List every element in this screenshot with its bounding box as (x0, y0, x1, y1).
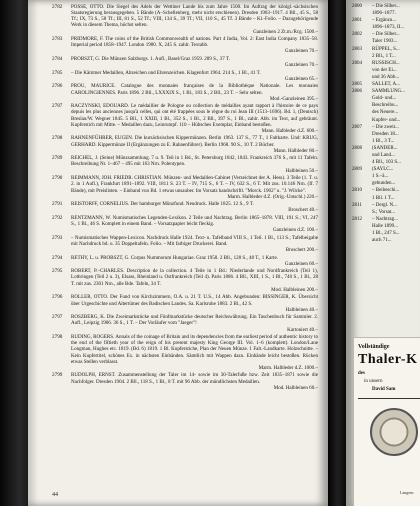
entry-description: REICHEL, J. (Seine) Münzsammlung. 7 u. 9. Teil in 1 Bd., St. Petersburg 1842, 1843. Frankreich 376 S., mit 11 Tafeln. Beschreibung Nr. 1–467 – 495 mit 163 Nrn. Polentypen. (71, 155, 318, 168)
entry-number: 2807 (352, 124, 362, 130)
catalogue-entry (52, 255, 318, 267)
entry-description: und 36 Abb... (372, 74, 400, 80)
entry-description: POSSE, OTTO. Die Siegel des Adels der Wettiner Lande bis zum Jahre 1500. Im Auftrag der königl.-sächsischen Staatsregierung herausgegeben. 5 Bände (A–Schellenberg, mehr nicht erschienen). Dresden 1903–1917. 4 Bll., 45 S., 58 Tf.; IX, 73 S., 58 Tf.; III, 81 S., 52 Tf.; VIII, 134 S., 39 Tf.; VII, 110 S., 45 Tf. 3 Bände – Kl.-Folio. – Dazugehörigende Werk in diesem Thema, höchst selten. (71, 4, 318, 29)
entry-description: RUDOLPH, ERNST. Zusammenstellung der Taler im 14- sowie im 30-Talerfuße bzw. Zeit 1835–1871 sowie die Nachfolger. Dresden 1904. 2 Bll., 118 S., 1 Bl., 8 T. mit 96 Abb. der mündlichsten Medaillen. (71, 372, 318, 385)
right-catalogue-line (352, 217, 420, 223)
entry-price: Ganzleinen d.Z. 100.– (273, 227, 318, 234)
entry-description: Taler 1903... (372, 39, 398, 45)
entry-number: 2800 (352, 4, 362, 9)
right-catalogue-line (352, 47, 420, 53)
entry-number (352, 103, 372, 109)
catalogue-entry (52, 83, 318, 101)
entry-description: – Die Silber... (372, 4, 400, 9)
entry-number (352, 118, 372, 124)
entry-description: REIMMANN, JOH. FRIEDR. CHRISTIAN. Münzen- und Medaillen-Cabinet (Verzeichnet der A. Hess). 3 Teile (1. T. u. 2. in 1 Aufl.), Frankfurt 1891–1892. VIII, 1811 S. 23 T. – IV, 715 S., 6 T. – IV, 632 S., 6 T. Mit zus. 10.146 Nrn. (If. 7 Bände), mit Preislisten. – Einband von Bd. 1 etwas unsauber. Im Vorsatz handschriftl. "Morck. 1902" u. "J. Wilcke". (71, 175, 318, 194)
entry-body (71, 268, 318, 293)
right-catalogue-line (352, 32, 420, 38)
entry-price: Ganzleinen 70.– (284, 62, 318, 69)
entry-number (352, 160, 372, 166)
entry-body (71, 155, 318, 173)
entry-number (352, 181, 372, 187)
catalogue-entry (52, 155, 318, 173)
entry-number: 2806 (352, 89, 362, 95)
entry-body (71, 255, 318, 267)
entry-number: 2798 (52, 334, 63, 341)
entry-price: Mod. Halbleinen 200.– (271, 286, 318, 293)
right-catalogue-line (352, 153, 420, 159)
entry-description: RÜPPEL, S... (372, 46, 400, 52)
entry-price: Broschert 200.– (285, 247, 318, 254)
title-page-footer: Langens (400, 490, 414, 495)
entry-price: Halbleinen 50.– (285, 167, 318, 174)
entry-number: 2805 (352, 82, 362, 88)
entry-price: Ganzleinen 60.– (284, 260, 318, 267)
coin-seal-icon (370, 408, 418, 456)
entry-number (352, 54, 372, 60)
entry-number: 2795 (52, 268, 63, 275)
entry-description: PROU, MAURICE. Catalogue des monnaies françaises de la Bibliothèque Nationale. Les monnaies CAROLINGIENNES. Paris 1896. 2 Bll., LXXXIX S., 1 Bl., 183 S., 2 Bll., 23 T. – Sehr selten. (71, 83, 318, 96)
entry-description: 2 Bll., 1 T... (372, 53, 396, 59)
entry-number: 2802 (352, 32, 362, 38)
entry-body (71, 83, 318, 101)
catalogue-entry (52, 268, 318, 293)
entry-number: 2810 (352, 188, 362, 194)
right-catalogue-line (352, 203, 420, 209)
entry-number (352, 110, 372, 116)
entry-body (71, 314, 318, 332)
entry-number (352, 96, 372, 102)
entry-description: von der Ei... (372, 67, 397, 73)
title-page-line: des (358, 371, 365, 376)
entry-description: Halle 1899... (372, 223, 398, 229)
catalogue-page-right (346, 0, 420, 506)
entry-description: 1 Bl., 3 T... (372, 138, 395, 144)
entry-description: RACZYNSKI, EDOUARD. Le médaillier de Pologne ou collection de médailles ayant rapport à l'histoire de ce pays depuis les plus anciennes jusqu'à celles, qui ont été frappées sous le règne du roi Jean III (1513–1696). Bd. 1, (Deutsch) Breslau/W. Wegner 1845. 5 Bll., 1 XXIII, 1 Bl., 352 S., 1 Bl., 2 Bll., 397 S., 1 Bl., zahlr. Abb. im Text, auf gebräunt. Kupferstich mit Mitte. – Medaillen dazu, Leinrumpf. 110 – Hübsches Exemplar, Einband bestoßen. (71, 103, 318, 128)
entry-number: 2790 (52, 175, 63, 182)
entry-description: RETHY, L. u. PROBSZT, G. Corpus Nummorum Hungariae. Graz 1958. 2 Bll., 128 S., 48 T., 1 Karte. (71, 254, 278, 261)
entry-price: Ganzleinen 65.– (284, 75, 318, 82)
right-catalogue-line (352, 11, 420, 17)
entry-body (71, 56, 318, 68)
entry-description: – Die zweit... (372, 124, 399, 130)
entry-description: 1 S.–ä... (372, 174, 389, 180)
title-page-rule (358, 398, 420, 399)
entry-price: Kartoniert 40.– (287, 326, 318, 333)
right-catalogue-line (352, 75, 420, 81)
right-catalogue-line (352, 82, 420, 88)
right-catalogue-line (352, 96, 420, 102)
title-page-line: in unsern (364, 379, 383, 384)
entry-price: Marm. Halbleder d.Z. 1000.– (258, 364, 318, 371)
catalogue-entry (52, 334, 318, 371)
entry-description: RENTZMANN, W. Numismatisches Legenden-Lexikon. 2 Teile und Nachtrag. Berlin 1865–1878. VIII, 191 S.; VI, 247 S., 1 Bl., 46 S. Komplett in einem Band. – Vorsatzpapier leicht fleckig. (71, 214, 318, 228)
right-catalogue-line (352, 54, 420, 60)
entry-body (71, 70, 318, 82)
catalogue-entry (52, 294, 318, 312)
entry-number: 2784 (52, 56, 63, 63)
entry-number: 2792 (52, 214, 63, 221)
catalogue-entry (52, 201, 318, 213)
entry-description: und Land... (372, 152, 395, 158)
entry-description: 1 Bll. 1 T... (372, 195, 395, 201)
page-number: 44 (52, 492, 58, 498)
entry-body (71, 215, 318, 233)
entry-number: 2811 (352, 202, 362, 208)
entry-price: Mann. Halbleder d.Z. 600.– (261, 127, 318, 134)
catalogue-entry (52, 235, 318, 253)
entry-number: 2785 (52, 69, 63, 76)
entry-body (71, 334, 318, 371)
book-gutter (328, 0, 346, 506)
entry-number: 2786 (52, 83, 63, 90)
entry-number: 2808 (352, 145, 362, 151)
entry-description: Dresden 18... (372, 131, 399, 137)
catalogue-entry (52, 314, 318, 332)
entry-number (352, 174, 372, 180)
catalogue-page-left (28, 0, 328, 506)
entry-number: 2787 (52, 103, 63, 110)
entry-number: 2791 (52, 201, 63, 208)
entry-number: 2796 (52, 294, 63, 301)
entry-number (352, 224, 372, 230)
entry-price: Mann. Halbleder 80.– (273, 147, 318, 154)
right-catalogue-line (352, 231, 420, 237)
title-page-heading: Thaler-K (358, 352, 418, 367)
left-shadow (0, 0, 28, 506)
entry-number: 2797 (52, 314, 63, 321)
entry-number (352, 238, 372, 244)
entry-body (71, 135, 318, 153)
entry-description: des Neuere... (372, 110, 399, 116)
entry-list (52, 4, 318, 392)
right-catalogue-line (352, 25, 420, 31)
right-catalogue-line (352, 146, 420, 152)
right-catalogue-line (352, 210, 420, 216)
entry-number: 2788 (52, 135, 63, 142)
entry-number: 2803 (352, 46, 362, 52)
entry-number (352, 68, 372, 74)
entry-description: auch 71... (372, 238, 392, 244)
entry-price: Ganzleinen 2 Zt.m./Rcg. 1500.– (253, 28, 318, 35)
entry-number: 2794 (52, 254, 63, 261)
right-catalogue-line (352, 89, 420, 95)
title-page-line: Vollständige (358, 344, 390, 350)
entry-description: PROBSZT, G. Die Münzen Salzburgs. 1. Aufl., Basel/Graz 1959. 289 S., 37 T. (71, 56, 230, 63)
catalogue-entry (52, 175, 318, 200)
right-catalogue-line (352, 139, 420, 145)
entry-description: Gold- und... (372, 96, 397, 102)
entry-description: RAHNENFÜHRER, EUGEN. Die kursächsischen Kippermünzen. Berlin 1963. 137 S., 77 T., 1 Faltkarte. Und: KRUG, GERHARD. Kippermünze II (Ergänzungen zu E. Rahnenführer). Berlin 1968. 90 S., 10 T. 2 Bücher. (71, 135, 318, 148)
entry-number: 2804 (352, 60, 362, 66)
catalogue-entry (52, 4, 318, 35)
entry-number (352, 75, 372, 81)
right-catalogue-line (352, 167, 420, 173)
entry-description: ROLLER, OTTO. Der Fund von Kirchzimmern, O.A. u. 21 T. U.S., 14 Abb. Angebunden: BISSINGER, K. Übersicht über Urgeschichte und Altertümer des Badischen Landes. Sa. Karlsruhe 1883. 2 Bl., 42 S. (71, 294, 318, 307)
entry-description: RUDING, ROGERS. Annals of the coinage of Britain and its dependencies from the earliest period of authentic history to the end of the fiftieth year of the reign of his present majesty King George III. Vol. 1–6 (komplett). London/Lane Longman, Hughes etc. 1819. (Bd. 6) 1819. 1 Bl. Kupferstiche, Plan der Neuen Münze. 1 Falt.-Landkarte. Holzschnitte. – Kein Kupfertitel, schönes Ex. in nächsten Einbänden. Sämtlich mit Wappen dazu. Einbände leicht bestoßen. Rücken etwas Stellen verblasst. (71, 334, 318, 365)
entry-number (352, 11, 372, 17)
entry-description: – Numismatisches Wappen-Lexicon. Nachdruck Halle 1924. Text- u. Tafelband VIII S., 1 Teil. 1 Bl., 113 S.; Tafelbeigabe mit Nachdruck bd. u. 35 Doppeltafeln. Folio. – Mit farbiger Druckerei. Band. (71, 234, 318, 247)
entry-description: RUSSISCH... (372, 60, 400, 66)
entry-description: SALLET, A... (372, 82, 400, 88)
entry-price: Mod. Halbleinen 60.– (273, 384, 318, 391)
entry-price: Marm. Halbleder d.Z. (Orig.-Umschl.) 220.– (227, 193, 318, 200)
entry-description: ROBERT, P.–CHARLES. Description de la collection. 4 Teile in 1 Bd.: Niederlande und Nordfrankreich (Teil 1), Lothringen (Teil 2 u. 3), Elsass, Rheinland u. Ostfrankreich (Teil 4). Paris 1886. 4 Bll., XIII, 1 S., 1 Bl., 740 S., 1 Bl., 28 T. mit zus. 2301 Nrn., alle Bde. Tafeln, 34 T. (71, 268, 318, 287)
entry-body (71, 4, 318, 35)
right-catalogue-line (352, 181, 420, 187)
entry-number: 2809 (352, 167, 362, 173)
right-catalogue-line (352, 39, 420, 45)
entry-description: REISTORFF, CORNELIUS. Der hamburger Münzfund. Neudruck. Halle 1825. 12 S., 9 T. (71, 201, 254, 208)
entry-number: 2799 (52, 372, 63, 379)
entry-number: 2789 (52, 155, 63, 162)
right-entry-list (352, 4, 420, 245)
catalogue-entry (52, 70, 318, 82)
entry-description: (SAYLC... (372, 167, 394, 173)
right-catalogue-line (352, 125, 420, 131)
entry-description: SAMMLUNG... (372, 89, 405, 95)
right-catalogue-line (352, 188, 420, 194)
entry-number (352, 153, 372, 159)
entry-description: ROSZBERG, K. Die Zweimarkstücke und Fünfmarkstücke deutscher Reichswährung. Ein Taschenbuch für Sammler. 2. Aufl., Leipzig 1906. 36 S., 1 T. – Der Vorläufer vom "Jaeger"! (71, 314, 318, 327)
entry-description: – Dergl. N... (372, 202, 397, 208)
entry-number: 2793 (52, 234, 63, 241)
entry-price: Mod.-Ganzleinen 395.– (269, 95, 318, 102)
entry-number: 2812 (352, 216, 362, 222)
entry-description: – Beibeschi... (372, 188, 400, 194)
entry-price: Halbleinen 40.– (285, 306, 318, 313)
right-catalogue-line (352, 118, 420, 124)
catalogue-entry (52, 135, 318, 153)
right-catalogue-line (352, 110, 420, 116)
entry-number (352, 231, 372, 237)
thaler-title-page-illustration (353, 337, 420, 506)
entry-number (352, 210, 372, 216)
entry-body (71, 372, 318, 390)
right-catalogue-line (352, 4, 420, 10)
entry-body (71, 36, 318, 54)
right-catalogue-line (352, 18, 420, 24)
entry-price: Ganzleinen 70.– (284, 48, 318, 55)
entry-description: 1 Bl., 247 S... (372, 231, 400, 236)
entry-number (352, 139, 372, 145)
entry-number (352, 25, 372, 31)
right-catalogue-line (352, 238, 420, 244)
entry-number: 2801 (352, 18, 362, 24)
right-catalogue-line (352, 196, 420, 202)
catalogue-entry (52, 215, 318, 233)
entry-description: Beschreibu... (372, 103, 399, 109)
entry-price: Broschert 40.– (288, 207, 318, 214)
entry-number: 2782 (52, 4, 63, 10)
entry-body (71, 175, 318, 200)
title-page-line: David Sam (372, 387, 396, 392)
entry-body (71, 103, 318, 134)
right-catalogue-line (352, 174, 420, 180)
entry-description: – Die Kärntner Medaillen, Abzeichen und Ehrenzeichen. Klagenfurt 1964. 214 S., 1 Bl., 41 T. (71, 69, 261, 76)
entry-description: 1896–1877. (372, 11, 396, 17)
entry-description: PRIDMORE, F. The coins of the British Commonwealth of nations. Part 4 India, Vol. 2: East India Company 1835–58. Imperial period 1858–1947. London 1980. X, 245 S. zahlr. Textabb. (71, 36, 318, 49)
entry-description: – Die Silber... (372, 32, 400, 38)
catalogue-entry (52, 36, 318, 54)
entry-description: 1896–1873, II... (372, 25, 405, 31)
entry-description: S.; Vorsat... (372, 209, 396, 215)
entry-number (352, 196, 372, 202)
entry-number (352, 39, 372, 45)
entry-description: (SANDER... (372, 145, 398, 151)
right-catalogue-line (352, 132, 420, 138)
catalogue-entry (52, 372, 318, 390)
catalogue-entry (52, 56, 318, 68)
right-catalogue-line (352, 103, 420, 109)
entry-body (71, 201, 318, 213)
right-catalogue-line (352, 160, 420, 166)
entry-description: gebunden... (372, 181, 396, 187)
entry-description: 4 Bll., 103 S... (372, 160, 401, 166)
entry-body (71, 294, 318, 312)
catalogue-entry (52, 103, 318, 134)
entry-description: – Nachtrag... (372, 216, 398, 222)
entry-description: – Ergänzu... (372, 18, 397, 24)
entry-body (71, 235, 318, 253)
right-catalogue-line (352, 224, 420, 230)
entry-description: Kupfer- und... (372, 117, 401, 123)
right-catalogue-line (352, 61, 420, 67)
right-catalogue-line (352, 68, 420, 74)
entry-number (352, 132, 372, 138)
entry-number: 2783 (52, 36, 63, 43)
